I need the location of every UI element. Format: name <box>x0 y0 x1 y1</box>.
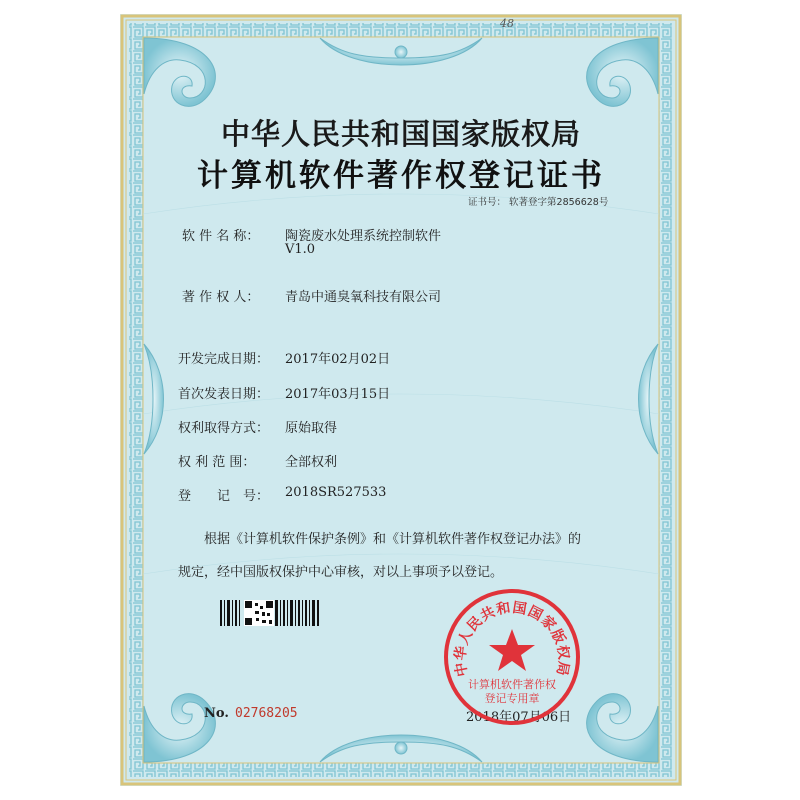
certificate-title: 计算机软件著作权登记证书 <box>197 158 605 194</box>
certificate-number: 证书号： 软著登字第2856628号 <box>468 197 609 208</box>
publish-date-label: 首次发表日期： <box>178 387 270 402</box>
acquisition-method-label: 权利取得方式： <box>178 421 270 436</box>
qr-code <box>244 600 274 626</box>
issuer-title: 中华人民共和国国家版权局 <box>220 117 581 151</box>
development-date-value: 2017年02月02日 <box>285 352 391 367</box>
certificate <box>120 14 682 786</box>
svg-text:计算机软件著作权: 计算机软件著作权 <box>468 678 556 691</box>
registration-number-label: 登 记 号： <box>178 489 270 504</box>
handwritten-note: 48 <box>500 17 514 30</box>
software-name-label: 软 件 名 称： <box>182 229 260 244</box>
body-text-line1: 根据《计算机软件保护条例》和《计算机软件著作权登记办法》的 <box>204 532 582 547</box>
body-text-line2: 规定，经中国版权保护中心审核，对以上事项予以登记。 <box>178 565 504 580</box>
copyright-owner-value: 青岛中通臭氧科技有限公司 <box>285 290 442 305</box>
registration-number-value: 2018SR527533 <box>285 485 387 500</box>
publish-date-value: 2017年03月15日 <box>285 387 391 402</box>
software-name-value: 陶瓷废水处理系统控制软件 <box>285 229 442 244</box>
rights-scope-label: 权 利 范 围： <box>178 455 256 470</box>
serial-number-value: 02768205 <box>235 706 298 721</box>
svg-text:登记专用章: 登记专用章 <box>484 692 540 705</box>
copyright-owner-label: 著 作 权 人： <box>182 290 260 305</box>
serial-number-label: No. <box>204 706 229 721</box>
issue-date: 2018年07月06日 <box>466 710 572 725</box>
software-version-value: V1.0 <box>285 242 316 257</box>
development-date-label: 开发完成日期： <box>178 352 270 367</box>
rights-scope-value: 全部权利 <box>285 455 338 470</box>
official-seal <box>442 587 582 727</box>
svg-text:中华人民共和国国家版权局: 中华人民共和国国家版权局 <box>452 599 572 678</box>
acquisition-method-value: 原始取得 <box>285 421 338 436</box>
